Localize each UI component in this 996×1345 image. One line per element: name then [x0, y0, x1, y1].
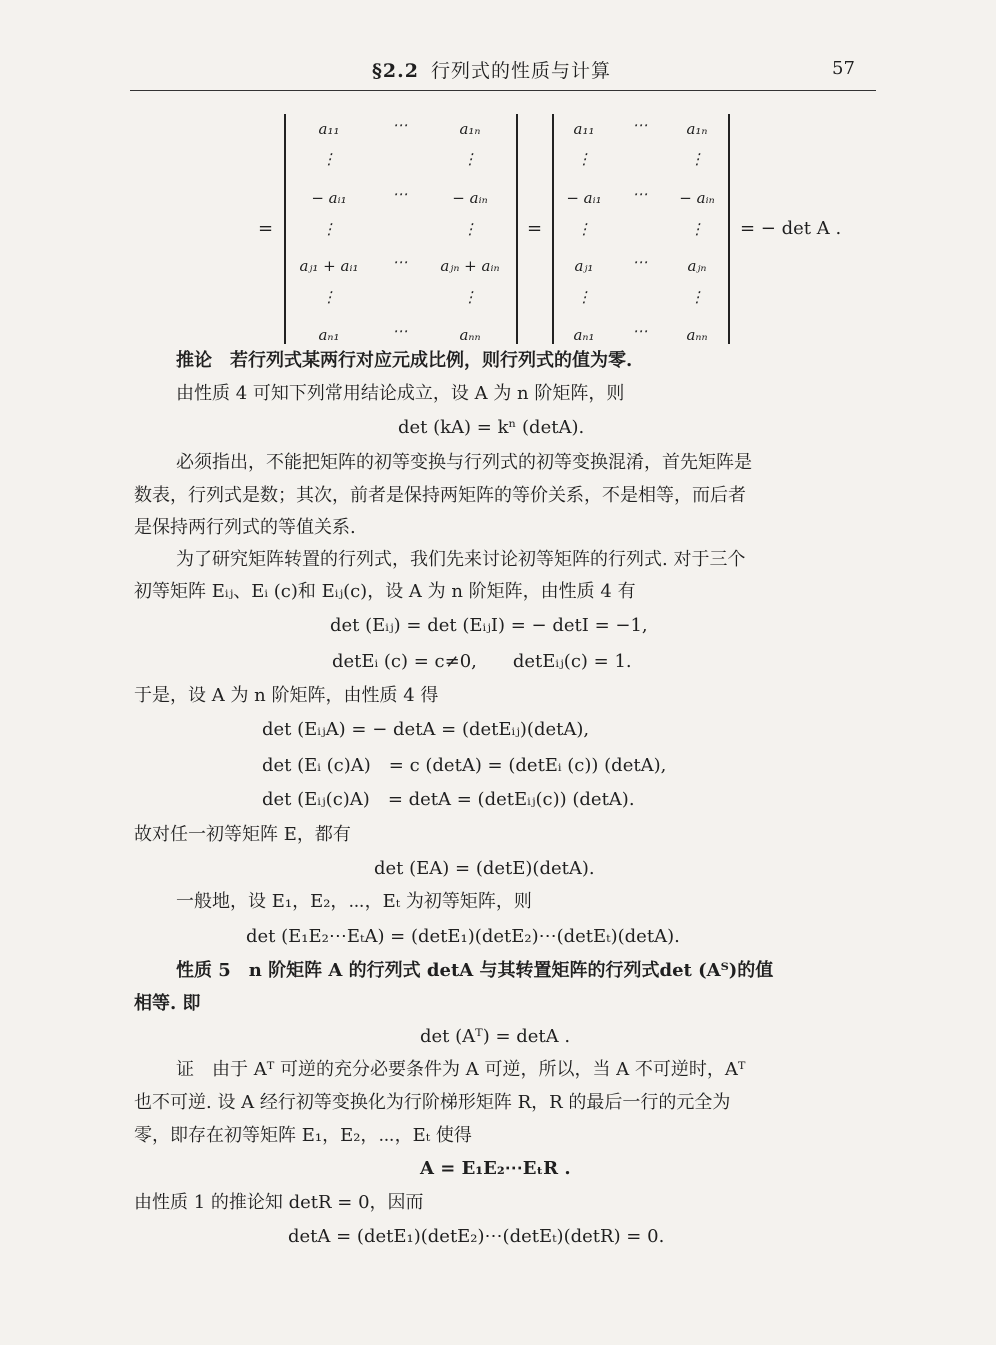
right-det-cell: ⋮ — [689, 288, 705, 306]
left-det-bar-right — [516, 114, 518, 344]
formula: det (Eᵢⱼ(c)A) = detA = (detEᵢⱼ(c)) (detA). — [262, 789, 635, 810]
proof-text: 也不可逆. 设 A 经行初等变换化为行阶梯形矩阵 R，R 的最后一行的元全为 — [134, 1092, 731, 1113]
left-det-cell: ⋮ — [462, 150, 478, 168]
right-det-cell: ⋯ — [632, 116, 648, 134]
right-det-cell: ⋮ — [576, 150, 592, 168]
property-5-text: 相等. 即 — [134, 993, 201, 1014]
section-title: 行列式的性质与计算 — [431, 60, 612, 82]
right-det-cell: a₁₁ — [573, 120, 595, 138]
formula: detA = (detE₁)(detE₂)⋯(detEₜ)(detR) = 0. — [288, 1226, 665, 1247]
right-det-cell: ⋮ — [576, 288, 592, 306]
left-det-cell: aₙₙ — [459, 326, 481, 344]
left-det-cell: ⋮ — [462, 288, 478, 306]
right-det-cell: ⋮ — [689, 220, 705, 238]
right-det-bar-left — [552, 114, 554, 344]
header-rule — [130, 90, 876, 91]
section-number: §2.2 — [372, 60, 419, 82]
left-det-cell: − aᵢₙ — [452, 189, 488, 207]
right-det-cell: ⋮ — [576, 220, 592, 238]
corollary-text: 推论 若行列式某两行对应元成比例，则行列式的值为零. — [176, 350, 633, 371]
right-det-cell: ⋮ — [689, 150, 705, 168]
property-5-text: 性质 5 n 阶矩阵 A 的行列式 detA 与其转置矩阵的行列式det (Aᵀ)的值 — [176, 960, 774, 981]
left-det-cell: ⋮ — [321, 288, 337, 306]
paragraph-text: 由性质 1 的推论知 detR = 0，因而 — [134, 1192, 424, 1213]
right-det-cell: aⱼₙ — [687, 257, 707, 275]
equals-sign: = — [258, 218, 274, 239]
right-det-cell: a₁ₙ — [686, 120, 708, 138]
paragraph-text: 数表，行列式是数；其次，前者是保持两矩阵的等价关系，不是相等，而后者 — [134, 485, 746, 506]
determinant-equation — [0, 100, 996, 350]
left-det-cell: ⋯ — [392, 116, 408, 134]
left-det-cell: aⱼₙ + aᵢₙ — [440, 257, 500, 275]
right-det-cell: ⋯ — [632, 253, 648, 271]
paragraph-text: 必须指出，不能把矩阵的初等变换与行列式的初等变换混淆，首先矩阵是 — [176, 452, 752, 473]
left-det-cell: a₁₁ — [318, 120, 340, 138]
formula: det (EA) = (detE)(detA). — [374, 858, 595, 879]
formula: detEᵢ (c) = c≠0, detEᵢⱼ(c) = 1. — [332, 651, 632, 672]
left-det-cell: a₁ₙ — [459, 120, 481, 138]
left-det-cell: ⋯ — [392, 253, 408, 271]
right-det-cell: − aᵢₙ — [679, 189, 715, 207]
right-det-cell: aⱼ₁ — [574, 257, 594, 275]
right-det-bar-right — [728, 114, 730, 344]
paragraph-text: 为了研究矩阵转置的行列式，我们先来讨论初等矩阵的行列式. 对于三个 — [176, 549, 746, 570]
left-det-cell: ⋮ — [321, 220, 337, 238]
paragraph-text: 是保持两行列式的等值关系. — [134, 517, 356, 538]
paragraph-text: 一般地，设 E₁，E₂，⋯，Eₜ 为初等矩阵，则 — [176, 891, 532, 912]
paragraph-text: 于是，设 A 为 n 阶矩阵，由性质 4 得 — [134, 685, 439, 706]
formula: det (E₁E₂⋯EₜA) = (detE₁)(detE₂)⋯(detEₜ)(detA). — [246, 926, 680, 947]
formula: A = E₁E₂⋯EₜR . — [420, 1158, 571, 1179]
formula: det (kA) = kⁿ (detA). — [398, 417, 585, 438]
left-det-cell: aₙ₁ — [318, 326, 340, 344]
left-det-cell: ⋯ — [392, 322, 408, 340]
left-det-cell: aⱼ₁ + aᵢ₁ — [299, 257, 359, 275]
running-header — [372, 56, 611, 83]
formula: det (Eᵢⱼ) = det (EᵢⱼI) = − detI = −1, — [330, 615, 648, 636]
right-det-cell: ⋯ — [632, 322, 648, 340]
paragraph-text: 故对任一初等矩阵 E，都有 — [134, 824, 351, 845]
proof-text: 证 由于 Aᵀ 可逆的充分必要条件为 A 可逆，所以，当 A 不可逆时，Aᵀ — [176, 1059, 746, 1080]
right-det-cell: aₙₙ — [686, 326, 708, 344]
left-det-cell: ⋮ — [321, 150, 337, 168]
left-det-cell: ⋮ — [462, 220, 478, 238]
left-det-bar-left — [284, 114, 286, 344]
paragraph-text: 初等矩阵 Eᵢⱼ、Eᵢ (c)和 Eᵢⱼ(c)，设 A 为 n 阶矩阵，由性质 4 有 — [134, 581, 636, 602]
paragraph-text: 由性质 4 可知下列常用结论成立，设 A 为 n 阶矩阵，则 — [176, 383, 625, 404]
page-number: 57 — [832, 58, 855, 79]
left-det-cell: − aᵢ₁ — [311, 189, 347, 207]
right-det-cell: − aᵢ₁ — [566, 189, 602, 207]
formula: det (Eᵢ (c)A) = c (detA) = (detEᵢ (c)) (detA), — [262, 755, 667, 776]
formula: det (EᵢⱼA) = − detA = (detEᵢⱼ)(detA), — [262, 719, 590, 740]
determinant-result: = − det A . — [740, 218, 842, 239]
right-det-cell: ⋯ — [632, 185, 648, 203]
equals-sign: = — [527, 218, 543, 239]
left-det-cell: ⋯ — [392, 185, 408, 203]
proof-text: 零，即存在初等矩阵 E₁，E₂，⋯，Eₜ 使得 — [134, 1125, 472, 1146]
formula: det (Aᵀ) = detA . — [420, 1026, 571, 1047]
right-det-cell: aₙ₁ — [573, 326, 595, 344]
